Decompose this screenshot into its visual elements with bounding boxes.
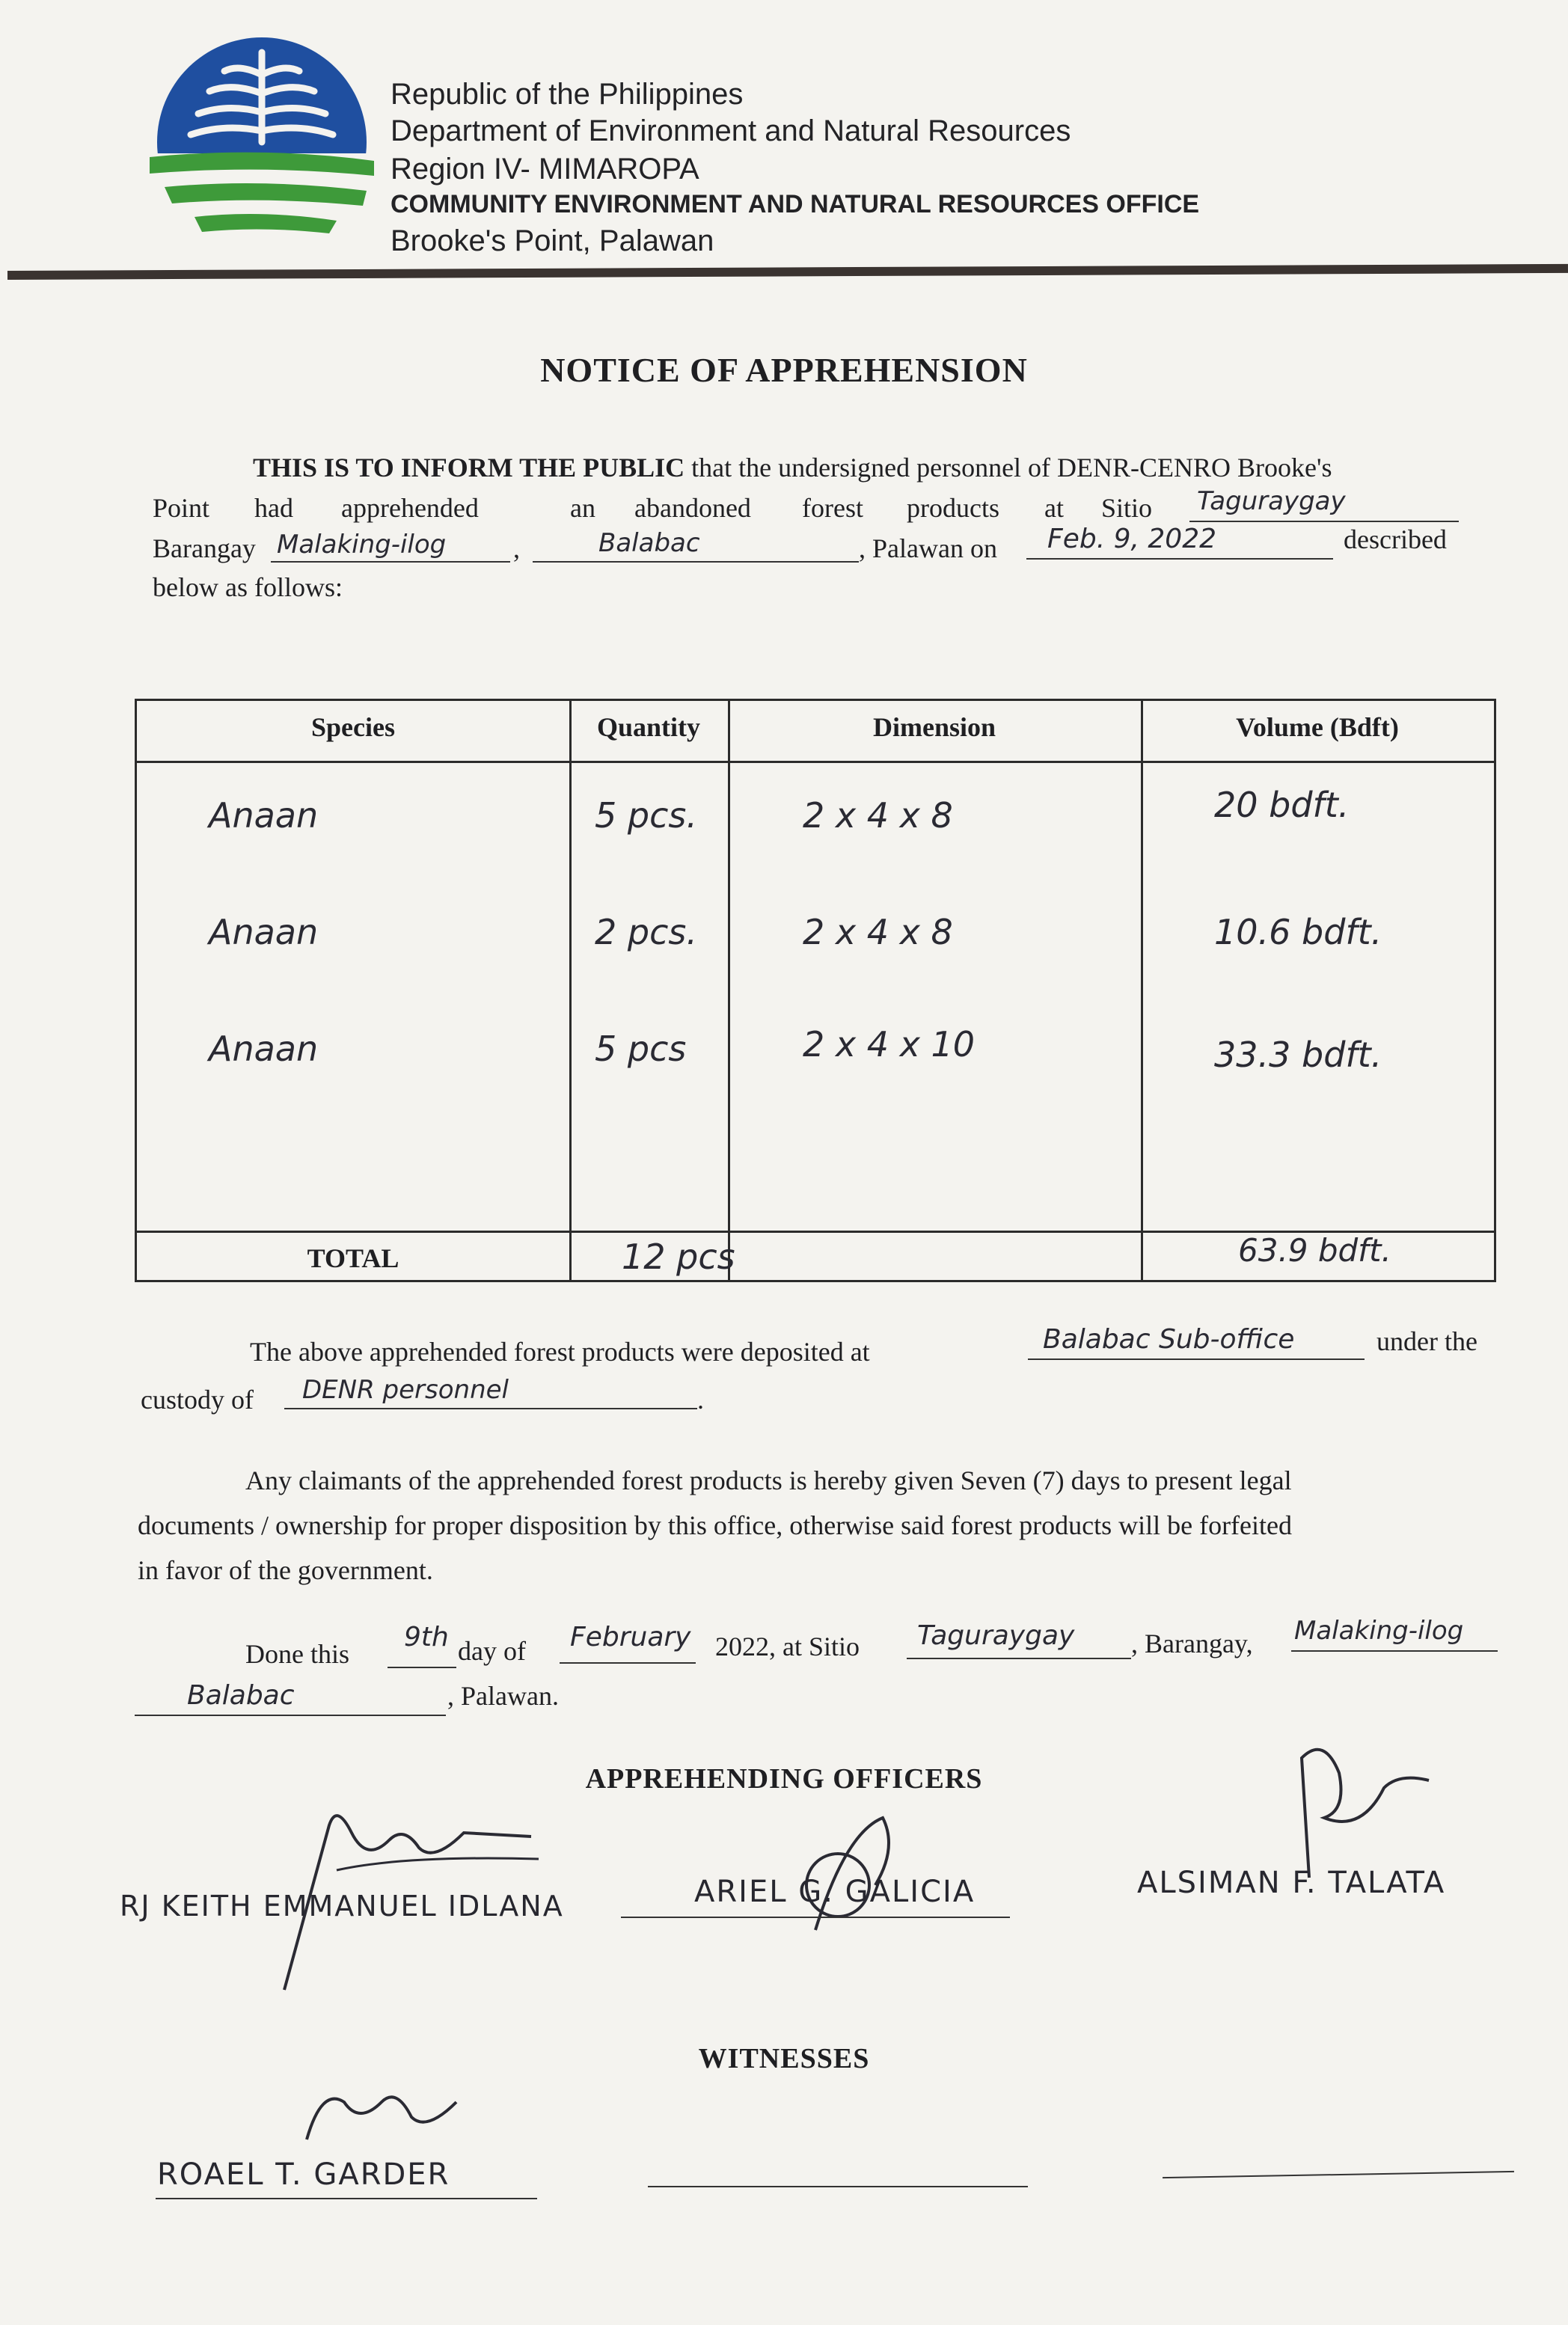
day-of-label: day of xyxy=(458,1636,526,1666)
done-barangay: Malaking-ilog xyxy=(1294,1616,1464,1646)
done-month-underline xyxy=(560,1662,696,1664)
done-day-underline xyxy=(388,1667,456,1668)
done-day: 9th xyxy=(404,1622,449,1652)
municipality-value: Balabac xyxy=(598,528,700,558)
claim-line1: Any claimants of the apprehended forest products is hereby given Seven (7) days to present legal xyxy=(245,1465,1292,1495)
officer-3-name: ALSIMAN F. TALATA xyxy=(1137,1866,1446,1900)
intro-word: products xyxy=(907,493,999,523)
cell-quantity: 5 pcs. xyxy=(595,795,697,836)
palawan-on-label: , Palawan on xyxy=(859,533,997,563)
col-divider xyxy=(1141,701,1143,1280)
done-sitio: Taguraygay xyxy=(917,1620,1075,1651)
barangay-underline xyxy=(271,561,510,563)
intro-word: had xyxy=(254,493,293,523)
intro-word: abandoned xyxy=(634,493,751,523)
header-divider-line xyxy=(137,761,1494,763)
witness-1-name: ROAEL T. GARDER xyxy=(157,2157,450,2192)
intro-word: at xyxy=(1044,493,1064,523)
intro-lead-rest: that the undersigned personnel of DENR-CENRO Brooke's xyxy=(691,453,1332,483)
comma: , xyxy=(513,533,520,563)
done-month: February xyxy=(570,1622,691,1652)
cell-quantity: 5 pcs xyxy=(595,1029,687,1069)
date-underline xyxy=(1026,558,1333,560)
cell-dimension: 2 x 4 x 10 xyxy=(803,1024,975,1065)
th-dimension: Dimension xyxy=(872,712,996,742)
intro-line4: below as follows: xyxy=(153,572,343,602)
intro-line1 xyxy=(253,452,1332,483)
witness-1-signature xyxy=(292,2072,471,2154)
col-divider xyxy=(569,701,572,1280)
officer-2-line xyxy=(621,1917,1010,1918)
custody-of-label: custody of xyxy=(141,1385,254,1415)
deposit-place: Balabac Sub-office xyxy=(1043,1324,1295,1355)
done-barangay-underline xyxy=(1291,1650,1498,1652)
header-department: Department of Environment and Natural Resources xyxy=(391,114,1071,147)
cell-volume: 33.3 bdft. xyxy=(1214,1035,1382,1075)
palawan-label: , Palawan. xyxy=(447,1681,559,1711)
document-title: NOTICE OF APPREHENSION xyxy=(540,351,1028,389)
sitio-underline xyxy=(1189,521,1459,522)
witnesses-heading: WITNESSES xyxy=(698,2043,870,2074)
th-quantity: Quantity xyxy=(596,712,701,742)
cell-species: Anaan xyxy=(209,912,319,952)
officer-2-name: ARIEL G. GALICIA xyxy=(694,1875,976,1909)
sitio-value: Taguraygay xyxy=(1197,486,1346,516)
intro-word: Point xyxy=(153,493,210,523)
apprehension-table xyxy=(135,699,1496,1282)
header-republic: Republic of the Philippines xyxy=(391,78,744,111)
cell-quantity: 2 pcs. xyxy=(595,912,697,952)
claim-line2: documents / ownership for proper disposition by this office, otherwise said forest products will be forfeited xyxy=(138,1510,1293,1540)
deposit-place-underline xyxy=(1028,1358,1365,1360)
th-species: Species xyxy=(311,712,395,742)
col-divider xyxy=(728,701,730,1280)
barangay-label: Barangay xyxy=(153,533,256,563)
custodian-value: DENR personnel xyxy=(302,1375,509,1405)
deposit-text: The above apprehended forest products were deposited at xyxy=(250,1337,870,1367)
cell-dimension: 2 x 4 x 8 xyxy=(803,795,953,836)
done-this-label: Done this xyxy=(245,1639,349,1669)
cell-dimension: 2 x 4 x 8 xyxy=(803,912,953,952)
custody-period: . xyxy=(697,1385,704,1415)
witness-1-line xyxy=(156,2198,537,2199)
total-quantity: 12 pcs xyxy=(622,1237,735,1277)
total-volume: 63.9 bdft. xyxy=(1238,1232,1391,1269)
claim-line3: in favor of the government. xyxy=(138,1555,433,1585)
intro-word: apprehended xyxy=(341,493,479,523)
denr-logo xyxy=(150,30,374,254)
header-region: Region IV- MIMAROPA xyxy=(391,153,699,186)
witness-3-line xyxy=(1163,2171,1514,2178)
custodian-underline xyxy=(284,1408,697,1409)
apprehension-date: Feb. 9, 2022 xyxy=(1047,524,1217,554)
done-barangay-label: , Barangay, xyxy=(1131,1629,1253,1658)
done-municipality-underline xyxy=(135,1715,446,1716)
header-divider xyxy=(7,264,1568,280)
intro-lead-bold: THIS IS TO INFORM THE PUBLIC xyxy=(253,453,685,483)
intro-word: forest xyxy=(802,493,863,523)
under-the-label: under the xyxy=(1376,1326,1477,1356)
header-location: Brooke's Point, Palawan xyxy=(391,224,714,257)
intro-word: Sitio xyxy=(1101,493,1153,523)
witness-2-line xyxy=(648,2186,1028,2187)
total-label: TOTAL xyxy=(307,1243,399,1273)
cell-volume: 20 bdft. xyxy=(1214,785,1350,825)
header-office: COMMUNITY ENVIRONMENT AND NATURAL RESOURCES OFFICE xyxy=(391,190,1200,218)
intro-word: an xyxy=(570,493,595,523)
barangay-value: Malaking-ilog xyxy=(277,530,447,560)
done-sitio-underline xyxy=(907,1658,1131,1659)
th-volume: Volume (Bdft) xyxy=(1236,712,1399,742)
cell-volume: 10.6 bdft. xyxy=(1214,912,1382,952)
logo-waves xyxy=(150,153,374,233)
cell-species: Anaan xyxy=(209,1029,319,1069)
done-municipality: Balabac xyxy=(187,1680,295,1711)
officers-heading: APPREHENDING OFFICERS xyxy=(585,1763,983,1795)
officer-1-name: RJ KEITH EMMANUEL IDLANA xyxy=(120,1890,564,1923)
municipality-underline xyxy=(533,561,859,563)
cell-species: Anaan xyxy=(209,795,319,836)
officer-2-signature xyxy=(771,1803,920,1945)
year-sitio-label: 2022, at Sitio xyxy=(715,1632,860,1661)
described-label: described xyxy=(1344,524,1447,554)
